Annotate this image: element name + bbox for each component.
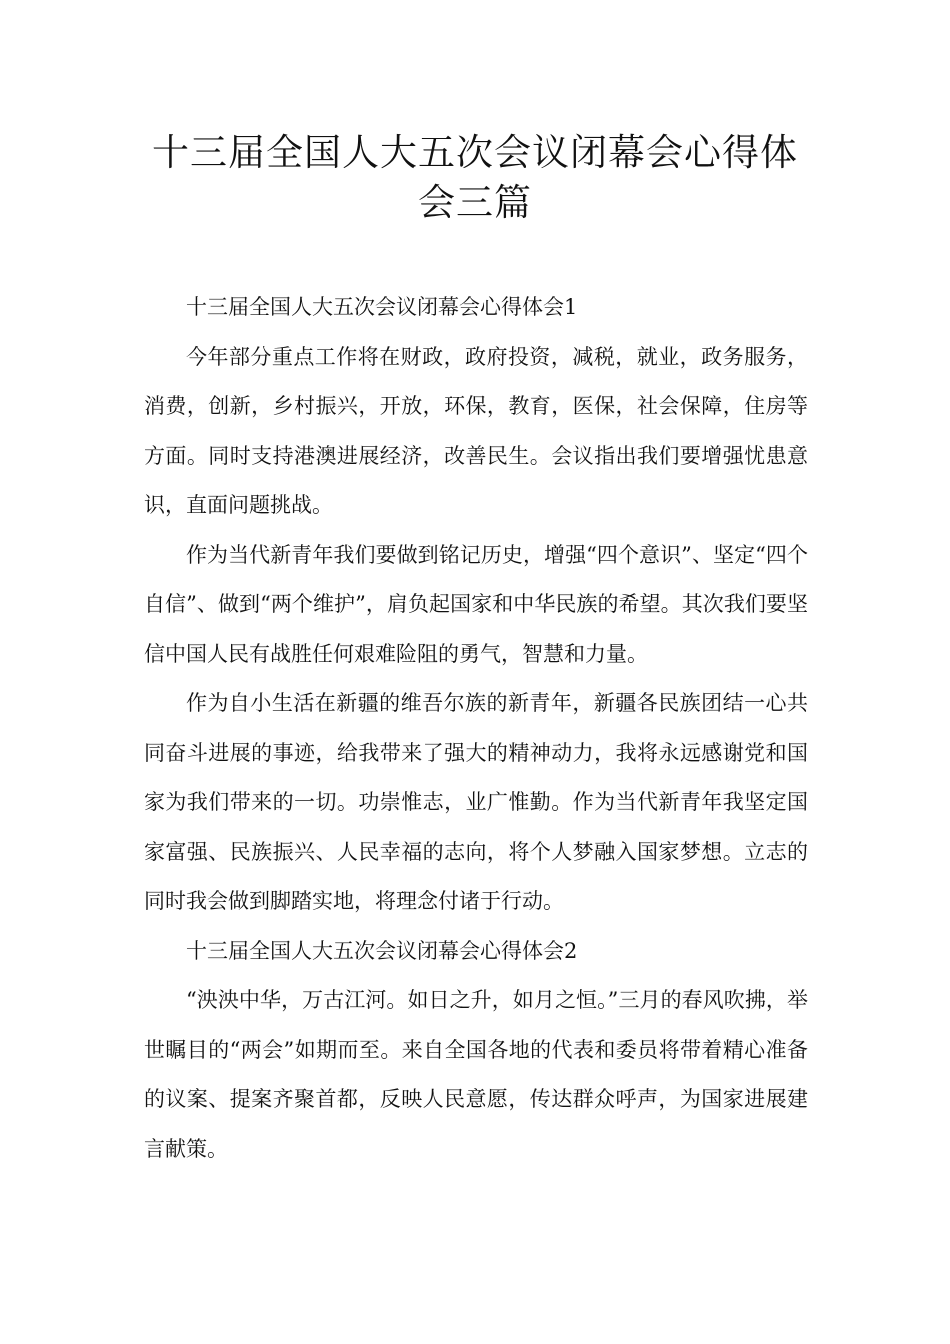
body-paragraph: 今年部分重点工作将在财政，政府投资，减税，就业，政务服务，消费，创新，乡村振兴，开放，环保，教育，医保，社会保障，住房等方面。同时支持港澳进展经济，改善民生。会议指出我们要增强忧患意识，直面问题挑战。 — [144, 344, 808, 517]
body-paragraph: 作为自小生活在新疆的维吾尔族的新青年，新疆各民族团结一心共同奋斗进展的事迹，给我带来了强大的精神动力，我将永远感谢党和国家为我们带来的一切。功崇惟志，业广惟勤。作为当代新青年我坚定国家富强、民族振兴、人民幸福的志向，将个人梦融入国家梦想。立志的同时我会做到脚踏实地，将理念付诸于行动。 — [144, 691, 808, 913]
section-heading-1: 十三届全国人大五次会议闭幕会心得体会1 — [186, 295, 578, 319]
body-paragraph: 作为当代新青年我们要做到铭记历史，增强“四个意识”、坚定“四个自信”、做到“两个维护”，肩负起国家和中华民族的希望。其次我们要坚信中国人民有战胜任何艰难险阻的勇气，智慧和力量。 — [144, 542, 808, 666]
document-body — [144, 283, 808, 1174]
section-heading-2: 十三届全国人大五次会议闭幕会心得体会2 — [186, 938, 578, 963]
document-title — [100, 128, 850, 228]
title-line-1: 十三届全国人大五次会议闭幕会心得体 — [152, 131, 798, 174]
title-line-2: 会三篇 — [418, 181, 532, 224]
body-paragraph: “泱泱中华，万古江河。如日之升，如月之恒。”三月的春风吹拂，举世瞩目的“两会”如期而至。来自全国各地的代表和委员将带着精心准备的议案、提案齐聚首都，反映人民意愿，传达群众呼声，为国家进展建言献策。 — [144, 988, 808, 1161]
